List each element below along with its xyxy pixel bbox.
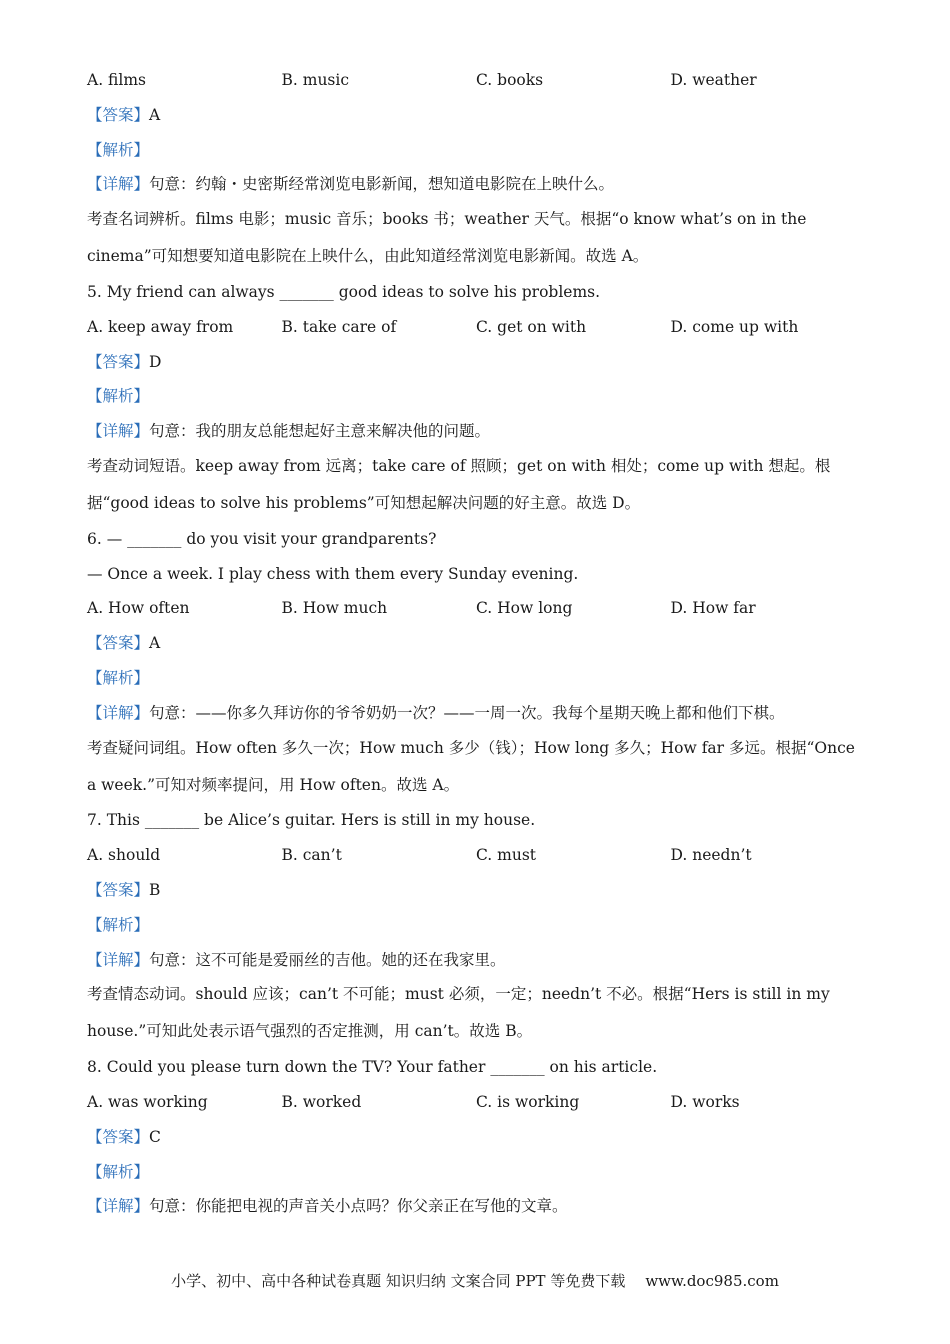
answer-line [87,633,857,653]
section-text: 句意：我的朋友总能想起好主意来解决他的问题。 [149,422,491,441]
section-tag: 【详解】 [87,1197,150,1216]
option-c: C. is working [476,1092,580,1111]
detail-line [87,1196,857,1216]
section-tag: 【答案】 [87,352,150,371]
option-c: C. get on with [476,317,587,336]
detail-line [87,421,857,441]
option-b: B. take care of [281,317,397,336]
option-b: B. music [281,71,350,89]
section-tag: 【详解】 [87,422,150,441]
section-tag: 【详解】 [87,950,150,969]
answer-line [87,352,857,372]
answer-line [87,880,857,900]
option-a: A. films [87,71,146,89]
answer-options [87,598,857,618]
question-text: — Once a week. I play chess with them every Sunday evening. [87,564,579,583]
analysis-line [87,140,857,160]
answer-options [87,317,857,337]
explanation-paragraph: 考查动词短语。keep away from 远离；take care of 照顾；get on with 相处；come up with 想起。根据“good ideas to solve his problems”可知想起解决问题的好主意。故选 D。 [87,456,831,512]
option-c: C. must [476,846,537,865]
section-text: 句意：这不可能是爱丽丝的吉他。她的还在我家里。 [149,950,506,969]
analysis-line [87,668,857,688]
option-d: D. How far [670,599,756,618]
option-d: D. needn’t [670,846,752,865]
section-tag: 【答案】 [87,880,150,899]
footer-site: www.doc985.com [645,1272,779,1290]
option-d: D. weather [670,71,757,89]
section-tag: 【详解】 [87,703,150,722]
answer-options [87,70,857,90]
section-text: C [149,1127,161,1146]
option-a: A. should [87,846,161,865]
section-tag: 【答案】 [87,105,150,124]
explanation-paragraph: 考查名词辨析。films 电影；music 音乐；books 书；weather 天气。根据“o know what’s on in the cinema”可知想要知道电影院在上映什么，由此知道经常浏览电影新闻。故选 A。 [87,210,807,266]
question-text: 7. This _______ be Alice’s guitar. Hers is still in my house. [87,811,536,830]
page-footer [0,1270,950,1291]
option-a: A. How often [87,599,190,618]
section-tag: 【解析】 [87,668,150,687]
analysis-line [87,1162,857,1182]
section-tag: 【答案】 [87,634,150,653]
detail-line [87,703,857,723]
option-d: D. come up with [670,317,799,336]
option-b: B. How much [281,599,388,618]
section-text: 句意：——你多久拜访你的爷爷奶奶一次？——一周一次。我每个星期天晚上都和他们下棋。 [149,703,785,722]
section-tag: 【详解】 [87,175,150,194]
option-c: C. books [476,71,544,89]
section-text: 句意：约翰・史密斯经常浏览电影新闻，想知道电影院在上映什么。 [149,175,615,194]
section-text: B [149,880,161,899]
detail-line [87,950,857,970]
question-text: 6. — _______ do you visit your grandparents? [87,529,437,548]
option-b: B. worked [281,1092,362,1111]
answer-options [87,1092,857,1112]
option-c: C. How long [476,599,573,618]
section-tag: 【解析】 [87,140,150,159]
option-b: B. can’t [281,846,342,865]
answer-line [87,1127,857,1147]
option-a: A. was working [87,1092,208,1111]
analysis-line [87,386,857,406]
document-content [87,70,857,1216]
question-text: 5. My friend can always _______ good ideas to solve his problems. [87,282,601,301]
analysis-line [87,915,857,935]
section-text: D [149,352,162,371]
option-d: D. works [670,1092,740,1111]
section-text: 句意：你能把电视的声音关小点吗？你父亲正在写他的文章。 [149,1197,568,1216]
option-a: A. keep away from [87,317,234,336]
detail-line [87,174,857,194]
answer-options [87,845,857,865]
section-tag: 【解析】 [87,387,150,406]
section-tag: 【答案】 [87,1127,150,1146]
section-text: A [149,105,161,124]
explanation-paragraph: 考查疑问词组。How often 多久一次；How much 多少（钱）；How long 多久；How far 多远。根据“Once a week.”可知对频率提问，用 How often。故选 A。 [87,738,855,794]
section-text: A [149,634,161,653]
footer-text: 小学、初中、高中各种试卷真题 知识归纳 文案合同 PPT 等免费下载 [171,1272,626,1290]
section-tag: 【解析】 [87,1162,150,1181]
question-text: 8. Could you please turn down the TV? Your father _______ on his article. [87,1058,658,1077]
answer-line [87,105,857,125]
explanation-paragraph: 考查情态动词。should 应该；can’t 不可能；must 必须，一定；needn’t 不必。根据“Hers is still in my house.”可知此处表示语气强烈的否定推测，用 can’t。故选 B。 [87,985,830,1041]
section-tag: 【解析】 [87,915,150,934]
